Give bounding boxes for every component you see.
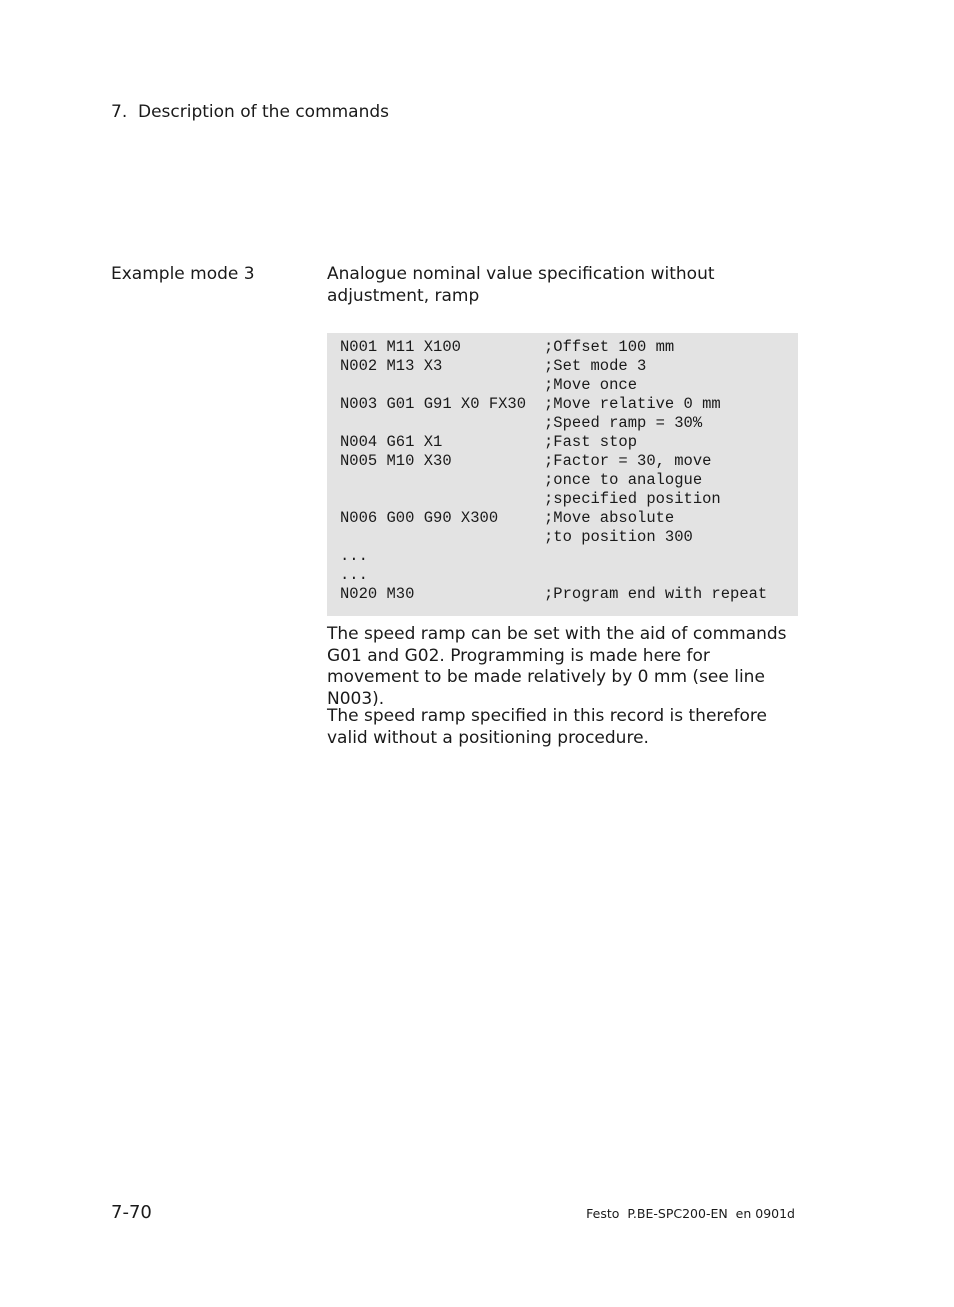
code-comment: ;Move absolute (544, 509, 675, 527)
code-command (340, 414, 544, 433)
code-comment: ;once to analogue (544, 471, 703, 489)
code-comment: ;specified position (544, 490, 721, 508)
code-comment: ;Move relative 0 mm (544, 395, 721, 413)
code-line (340, 395, 798, 414)
code-command: ... (340, 566, 368, 584)
code-command: N001 M11 X100 (340, 338, 461, 356)
code-comment: ;Factor = 30, move (544, 452, 712, 470)
code-command (340, 528, 544, 547)
code-line (340, 585, 798, 604)
code-line (340, 490, 798, 509)
code-comment (544, 547, 798, 566)
code-line (340, 357, 798, 376)
code-command (340, 490, 544, 509)
page-number: 7-70 (111, 1202, 152, 1223)
code-command (340, 471, 544, 490)
code-command: N004 G61 X1 (340, 433, 443, 451)
example-label: Example mode 3 (111, 264, 255, 284)
code-line (340, 528, 798, 547)
code-line (340, 433, 798, 452)
chapter-header (111, 101, 389, 123)
code-line (340, 471, 798, 490)
code-comment: ;Program end with repeat (544, 585, 768, 603)
code-comment: ;Set mode 3 (544, 357, 647, 375)
code-command: N003 G01 G91 X0 FX30 (340, 395, 527, 413)
code-command: N020 M30 (340, 585, 415, 603)
code-command: N005 M10 X30 (340, 452, 452, 470)
code-line (340, 338, 798, 357)
code-line (340, 547, 798, 566)
code-comment: ;Speed ramp = 30% (544, 414, 703, 432)
code-line (340, 414, 798, 433)
code-comment (544, 566, 798, 585)
body-paragraph: The speed ramp can be set with the aid of commands G01 and G02. Programming is made here for movement to be made relatively by 0 mm (see line N003). (327, 624, 787, 709)
code-comment: ;Offset 100 mm (544, 338, 675, 356)
code-command: ... (340, 547, 368, 565)
code-listing (327, 333, 798, 616)
code-command: N006 G00 G90 X300 (340, 509, 499, 527)
chapter-number: 7. (111, 102, 128, 122)
code-line (340, 452, 798, 471)
chapter-title: Description of the commands (138, 102, 390, 122)
code-command: N002 M13 X3 (340, 357, 443, 375)
example-intro: Analogue nominal value specification without adjustment, ramp (327, 264, 715, 306)
code-line (340, 566, 798, 585)
code-comment: ;Move once (544, 376, 638, 394)
code-comment: ;to position 300 (544, 528, 693, 546)
code-command (340, 376, 544, 395)
code-line (340, 509, 798, 528)
body-paragraph: The speed ramp specified in this record is therefore valid without a positioning procedure. (327, 706, 767, 748)
code-line (340, 376, 798, 395)
document-reference: Festo P.BE-SPC200-EN en 0901d (586, 1206, 795, 1221)
code-comment: ;Fast stop (544, 433, 638, 451)
